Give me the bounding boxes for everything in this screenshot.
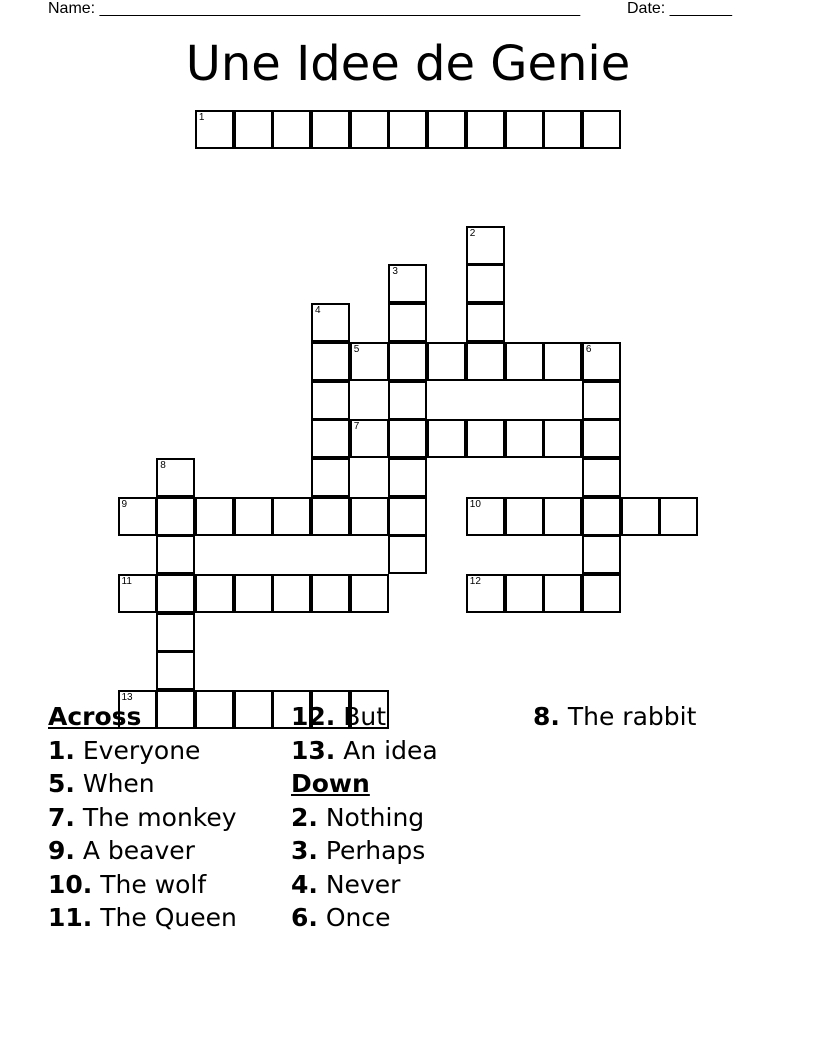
clue-number: 8. xyxy=(533,702,560,731)
clue-number-label: 9 xyxy=(121,498,128,510)
clue-number-label: 13 xyxy=(121,692,133,704)
clue-number-label: 12 xyxy=(469,576,481,587)
clue-number-label: 10 xyxy=(469,498,481,510)
clue-item xyxy=(291,901,531,935)
grid-cell[interactable] xyxy=(582,458,621,497)
clue-item xyxy=(533,700,773,734)
grid-cell[interactable] xyxy=(388,342,427,381)
grid-cell[interactable] xyxy=(311,342,350,381)
grid-cell[interactable] xyxy=(466,264,505,303)
grid-cell[interactable] xyxy=(234,110,273,149)
grid-cell[interactable] xyxy=(466,110,505,149)
grid-cell[interactable] xyxy=(350,497,389,536)
grid-cell[interactable] xyxy=(543,342,582,381)
clue-heading: Down xyxy=(291,769,370,798)
grid-cell[interactable] xyxy=(505,342,544,381)
clue-number: 5. xyxy=(48,769,75,798)
clue-item xyxy=(48,734,288,768)
clue-item xyxy=(48,868,288,902)
clue-item xyxy=(291,868,531,902)
clue-number-label: 11 xyxy=(121,576,132,587)
grid-cell[interactable] xyxy=(582,419,621,458)
grid-cell[interactable] xyxy=(156,613,195,652)
grid-cell[interactable] xyxy=(350,419,389,458)
grid-cell[interactable] xyxy=(388,535,427,574)
grid-cell[interactable] xyxy=(156,497,195,536)
clue-text: The rabbit xyxy=(567,702,697,731)
grid-cell[interactable] xyxy=(582,497,621,536)
grid-cell[interactable] xyxy=(582,342,621,381)
grid-cell[interactable] xyxy=(388,419,427,458)
clue-heading: Across xyxy=(48,702,142,731)
grid-cell[interactable] xyxy=(427,110,466,149)
clue-item xyxy=(291,834,531,868)
clue-text: A beaver xyxy=(82,836,195,865)
grid-cell[interactable] xyxy=(659,497,698,536)
clue-number-label: 3 xyxy=(392,266,398,278)
grid-cell[interactable] xyxy=(543,110,582,149)
grid-cell[interactable] xyxy=(505,110,544,149)
grid-cell[interactable] xyxy=(427,419,466,458)
clue-column-1 xyxy=(48,700,288,935)
grid-cell[interactable] xyxy=(388,497,427,536)
clue-number: 6. xyxy=(291,903,318,932)
date-line[interactable]: Date: _______ xyxy=(627,0,732,17)
grid-cell[interactable] xyxy=(388,264,427,303)
grid-cell[interactable] xyxy=(195,110,234,149)
clue-text: Never xyxy=(325,869,401,899)
grid-cell[interactable] xyxy=(427,342,466,381)
clue-number: 11. xyxy=(48,903,93,932)
clue-text: The wolf xyxy=(100,869,207,899)
clue-text: Nothing xyxy=(325,802,425,832)
grid-cell[interactable] xyxy=(505,419,544,458)
grid-cell[interactable] xyxy=(466,497,505,536)
grid-cell[interactable] xyxy=(543,419,582,458)
grid-cell[interactable] xyxy=(350,342,389,381)
clue-item xyxy=(48,901,288,935)
grid-cell[interactable] xyxy=(156,574,195,613)
clue-number-label: 2 xyxy=(469,227,476,239)
clue-number: 7. xyxy=(48,802,75,832)
grid-cell[interactable] xyxy=(388,303,427,342)
clue-text: But xyxy=(343,702,387,731)
grid-cell[interactable] xyxy=(543,574,582,613)
grid-cell[interactable] xyxy=(272,497,311,536)
grid-cell[interactable] xyxy=(311,419,350,458)
clue-number: 12. xyxy=(291,702,336,731)
name-line[interactable]: Name: ______________________________________________________ xyxy=(48,0,581,17)
clue-column-3 xyxy=(533,700,773,734)
grid-cell[interactable] xyxy=(466,419,505,458)
clue-number-label: 7 xyxy=(353,421,360,433)
clue-number: 10. xyxy=(48,869,93,899)
clue-number-label: 8 xyxy=(160,459,166,471)
grid-cell[interactable] xyxy=(234,497,273,536)
grid-cell[interactable] xyxy=(621,497,660,536)
grid-cell[interactable] xyxy=(156,535,195,574)
clue-number: 9. xyxy=(48,836,75,865)
clue-number: 1. xyxy=(48,735,75,765)
grid-cell[interactable] xyxy=(234,574,273,613)
grid-cell[interactable] xyxy=(543,497,582,536)
grid-cell[interactable] xyxy=(466,342,505,381)
clue-text: An idea xyxy=(343,735,438,765)
clue-number: 13. xyxy=(291,735,336,765)
clue-column-2 xyxy=(291,700,531,935)
grid-cell[interactable] xyxy=(311,458,350,497)
grid-cell[interactable] xyxy=(466,226,505,265)
grid-cell[interactable] xyxy=(466,303,505,342)
grid-cell[interactable] xyxy=(311,303,350,342)
clue-item xyxy=(291,801,531,835)
grid-cell[interactable] xyxy=(582,381,621,420)
clue-text: The monkey xyxy=(82,802,237,832)
grid-cell[interactable] xyxy=(505,574,544,613)
grid-cell[interactable] xyxy=(350,574,389,613)
clue-text: The Queen xyxy=(100,903,237,932)
grid-cell[interactable] xyxy=(311,381,350,420)
grid-cell[interactable] xyxy=(272,574,311,613)
grid-cell[interactable] xyxy=(582,535,621,574)
clue-text: Once xyxy=(325,903,391,932)
grid-cell[interactable] xyxy=(156,458,195,497)
grid-cell[interactable] xyxy=(118,574,157,613)
grid-cell[interactable] xyxy=(582,574,621,613)
clue-text: Perhaps xyxy=(325,836,426,865)
clue-item xyxy=(291,734,531,768)
clue-item xyxy=(48,834,288,868)
clue-number: 3. xyxy=(291,836,318,865)
grid-cell[interactable] xyxy=(118,497,157,536)
clue-item xyxy=(291,700,531,734)
grid-cell[interactable] xyxy=(388,110,427,149)
grid-cell[interactable] xyxy=(272,110,311,149)
grid-cell[interactable] xyxy=(195,497,234,536)
clue-item xyxy=(48,801,288,835)
grid-cell[interactable] xyxy=(156,651,195,690)
clue-text: Everyone xyxy=(82,735,201,765)
puzzle-title: Une Idee de Genie xyxy=(185,36,631,92)
grid-cell[interactable] xyxy=(350,110,389,149)
grid-cell[interactable] xyxy=(311,110,350,149)
clue-number: 2. xyxy=(291,802,318,832)
clue-list xyxy=(48,700,768,960)
clue-number: 4. xyxy=(291,869,318,899)
clue-number-label: 5 xyxy=(353,343,360,355)
clue-item xyxy=(48,767,288,801)
grid-cell[interactable] xyxy=(505,497,544,536)
grid-cell[interactable] xyxy=(466,574,505,613)
grid-cell[interactable] xyxy=(582,110,621,149)
clue-text: When xyxy=(82,769,155,798)
grid-cell[interactable] xyxy=(195,574,234,613)
grid-cell[interactable] xyxy=(311,574,350,613)
grid-cell[interactable] xyxy=(388,458,427,497)
clue-number-label: 1 xyxy=(198,112,205,123)
grid-cell[interactable] xyxy=(388,381,427,420)
clue-number-label: 4 xyxy=(315,305,321,317)
clue-number-label: 6 xyxy=(585,343,592,355)
grid-cell[interactable] xyxy=(311,497,350,536)
